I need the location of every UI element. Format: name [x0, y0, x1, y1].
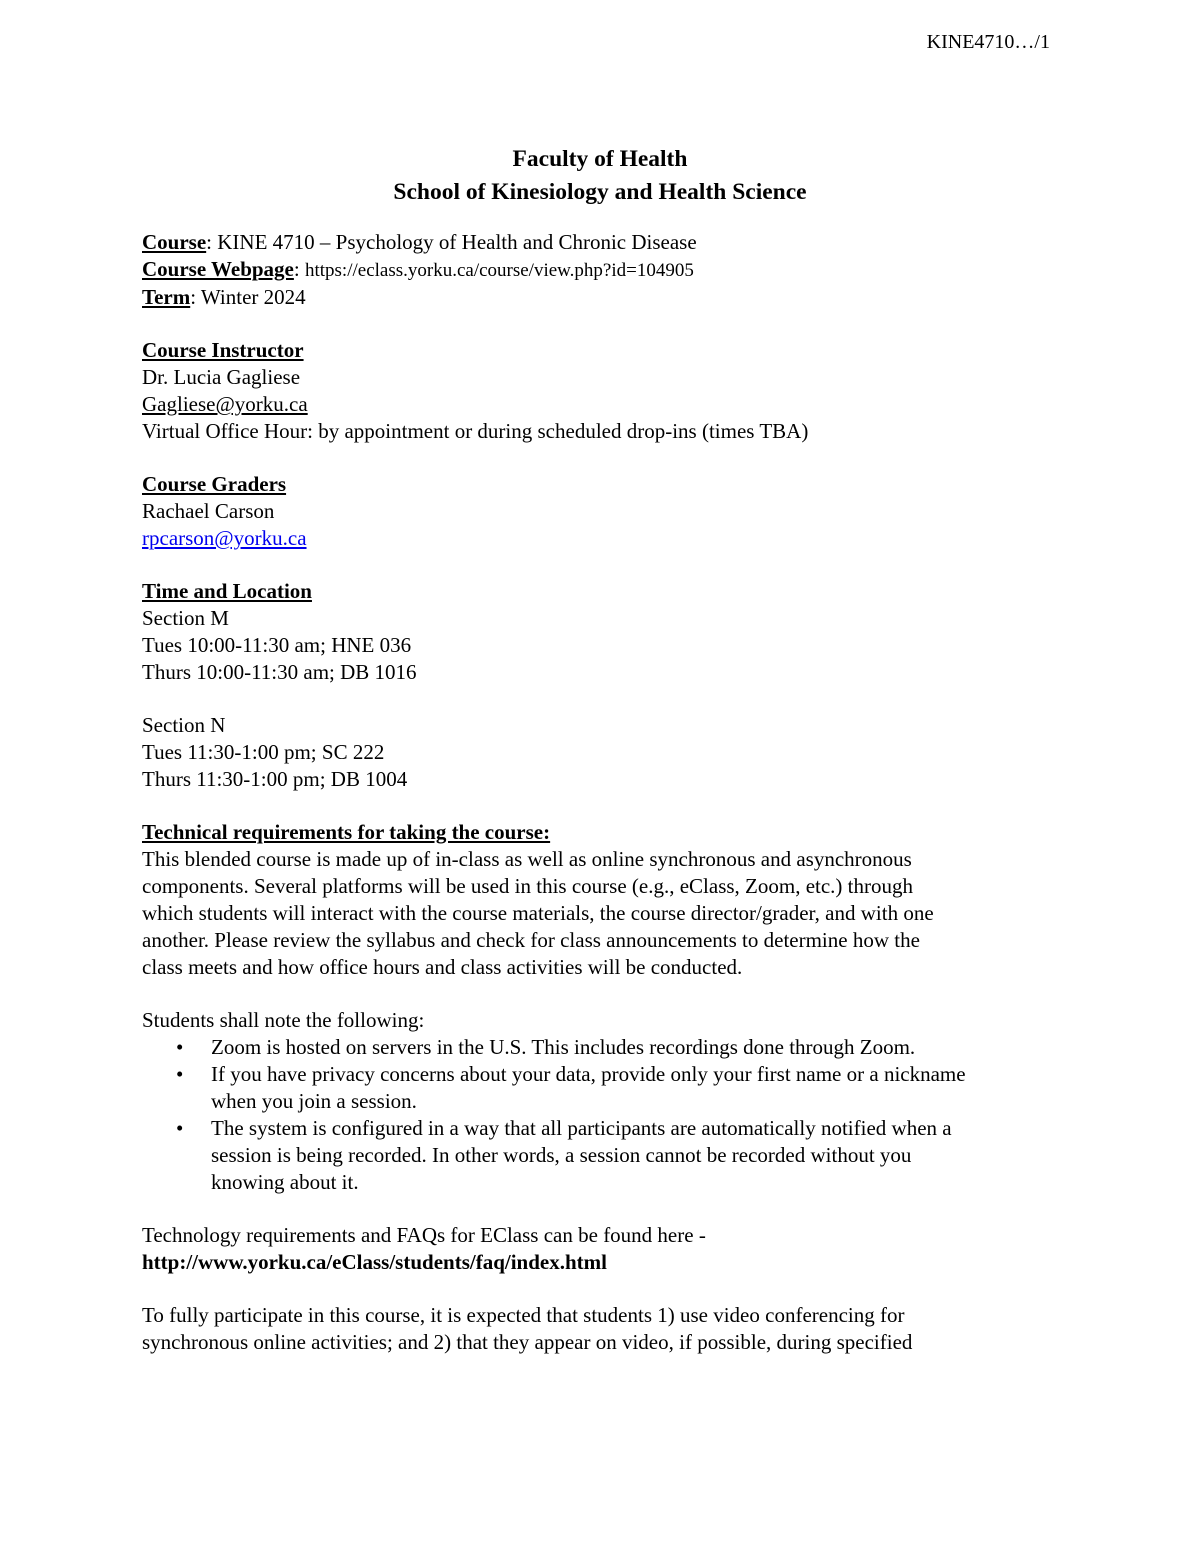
webpage-label: Course Webpage	[142, 257, 294, 281]
technical-heading: Technical requirements for taking the course:	[142, 820, 551, 844]
participation-line: synchronous online activities; and 2) that they appear on video, if possible, during specified	[142, 1330, 913, 1354]
webpage-line	[142, 256, 1072, 284]
grader-name: Rachael Carson	[142, 499, 275, 523]
section-m-line1: Tues 10:00-11:30 am; HNE 036	[142, 633, 412, 657]
bullet-icon: •	[176, 1035, 184, 1059]
term-label: Term	[142, 285, 191, 309]
school-title: School of Kinesiology and Health Science	[393, 179, 807, 205]
list-item-text: session is being recorded. In other words, a session cannot be recorded without you	[211, 1143, 912, 1167]
section-n-line1: Tues 11:30-1:00 pm; SC 222	[142, 740, 385, 764]
section-m-line2: Thurs 10:00-11:30 am; DB 1016	[142, 660, 417, 684]
term-line	[142, 284, 1072, 311]
technical-line: components. Several platforms will be used in this course (e.g., eClass, Zoom, etc.) through	[142, 874, 914, 898]
list-item-text: If you have privacy concerns about your data, provide only your first name or a nickname	[211, 1062, 966, 1086]
notes-list	[142, 1034, 1072, 1196]
list-item	[142, 1115, 1072, 1196]
faq-text: Technology requirements and FAQs for EClass can be found here -	[142, 1223, 706, 1247]
bullet-icon: •	[176, 1116, 184, 1140]
grader-email-link[interactable]: rpcarson@yorku.ca	[142, 526, 307, 550]
graders-heading: Course Graders	[142, 472, 287, 496]
technical-section	[142, 819, 1072, 1356]
graders-section	[142, 471, 1072, 552]
time-location-heading: Time and Location	[142, 579, 312, 603]
participation-line: To fully participate in this course, it is expected that students 1) use video conferencing for	[142, 1303, 905, 1327]
title-block	[142, 143, 1058, 209]
faq-url-link[interactable]: http://www.yorku.ca/eClass/students/faq/index.html	[142, 1250, 607, 1274]
list-item-text: knowing about it.	[211, 1170, 359, 1194]
section-n-line2: Thurs 11:30-1:00 pm; DB 1004	[142, 767, 408, 791]
instructor-name: Dr. Lucia Gagliese	[142, 365, 301, 389]
course-line	[142, 229, 1072, 256]
syllabus-content	[142, 143, 1072, 1356]
course-label: Course	[142, 230, 207, 254]
technical-line: another. Please review the syllabus and check for class announcements to determine how the	[142, 928, 920, 952]
technical-line: which students will interact with the course materials, the course director/grader, and with one	[142, 901, 934, 925]
time-location-section	[142, 578, 1072, 793]
webpage-url[interactable]: https://eclass.yorku.ca/course/view.php?id=104905	[304, 260, 694, 281]
note-intro: Students shall note the following:	[142, 1008, 425, 1032]
section-m-name: Section M	[142, 606, 229, 630]
technical-line: This blended course is made up of in-class as well as online synchronous and asynchronous	[142, 847, 912, 871]
technical-line: class meets and how office hours and class activities will be conducted.	[142, 955, 743, 979]
section-n-name: Section N	[142, 713, 226, 737]
instructor-heading: Course Instructor	[142, 338, 304, 362]
course-info	[142, 229, 1072, 311]
bullet-icon: •	[176, 1062, 184, 1086]
instructor-office-hours: Virtual Office Hour: by appointment or during scheduled drop-ins (times TBA)	[142, 419, 809, 443]
list-item-text: when you join a session.	[211, 1089, 417, 1113]
instructor-section	[142, 337, 1072, 445]
page-number-header: KINE4710…/1	[926, 31, 1050, 53]
course-value: : KINE 4710 – Psychology of Health and Chronic Disease	[206, 230, 697, 254]
list-item-text: Zoom is hosted on servers in the U.S. This includes recordings done through Zoom.	[211, 1035, 916, 1059]
term-value: : Winter 2024	[190, 285, 306, 309]
list-item	[142, 1061, 1072, 1115]
instructor-email-link[interactable]: Gagliese@yorku.ca	[142, 392, 308, 416]
webpage-sep: :	[293, 257, 305, 281]
faculty-title: Faculty of Health	[512, 146, 688, 172]
list-item-text: The system is configured in a way that all participants are automatically notified when a	[211, 1116, 952, 1140]
list-item	[142, 1034, 1072, 1061]
